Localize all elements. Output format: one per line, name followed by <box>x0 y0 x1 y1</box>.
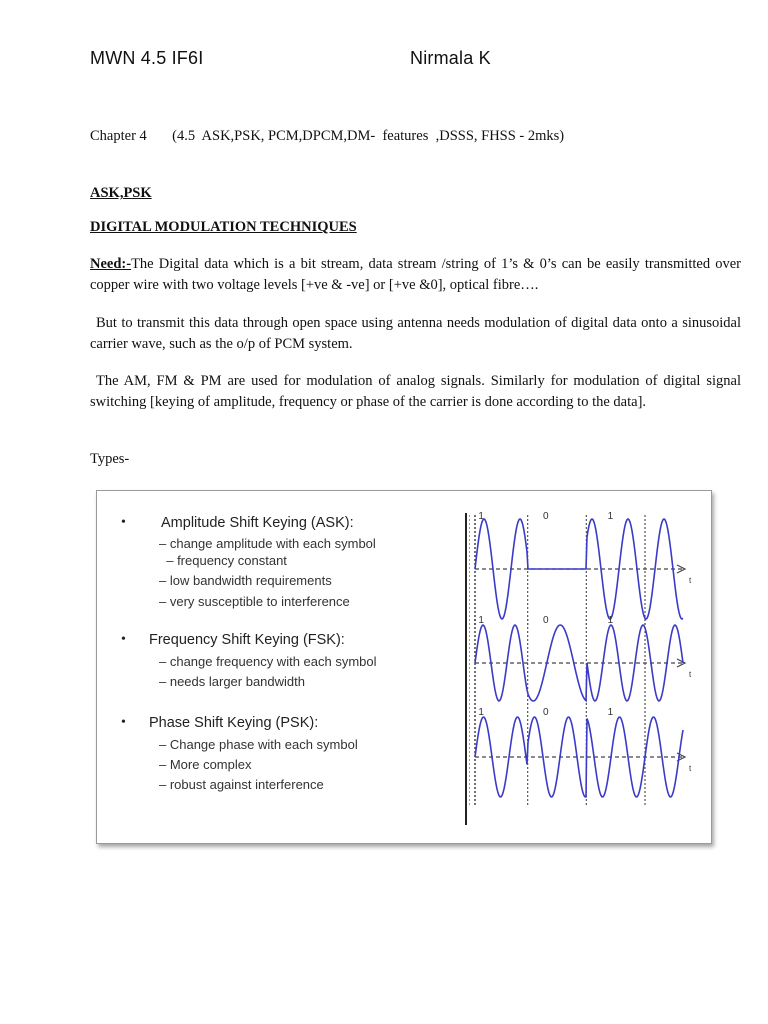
psk-point-1: – Change phase with each symbol <box>159 737 358 752</box>
fsk-waveform <box>475 625 683 701</box>
paragraph-3: The AM, FM & PM are used for modulation of analog signals. Similarly for modulation of digital signal switching [keying of amplitude, frequency or phase of the carrier is done according to the data]. <box>90 373 741 410</box>
figure-divider <box>465 513 467 825</box>
fsk-bit-label: 0 <box>543 615 549 626</box>
psk-bit-label: 1 <box>607 707 614 718</box>
need-paragraph <box>90 254 741 296</box>
ask-axis-label: t <box>689 576 692 585</box>
fsk-point-1: – change frequency with each symbol <box>159 654 377 669</box>
modulation-figure <box>96 490 712 844</box>
psk-point-3: – robust against interference <box>159 777 324 792</box>
header-left: MWN 4.5 IF6I <box>90 48 204 68</box>
psk-bit-label: 1 <box>478 707 484 718</box>
fsk-bit-label: 1 <box>478 615 484 626</box>
fsk-heading: Frequency Shift Keying (FSK): <box>149 632 345 648</box>
ask-point-1: – change amplitude with each symbol <box>159 536 376 551</box>
ask-bit-label: 0 <box>543 511 549 522</box>
psk-point-2: – More complex <box>159 757 252 772</box>
psk-axis-label: t <box>689 764 692 773</box>
ask-bit-label: 1 <box>607 511 614 522</box>
ask-heading: Amplitude Shift Keying (ASK): <box>161 515 354 531</box>
psk-bit-label: 0 <box>543 707 549 718</box>
paragraph-2: But to transmit this data through open space using antenna needs modulation of digital data onto a sinusoidal carrier wave, such as the o/p of PCM system. <box>90 315 741 352</box>
fsk-point-2: – needs larger bandwidth <box>159 674 305 689</box>
ask-point-3: – low bandwidth requirements <box>159 573 332 588</box>
fsk-axis-label: t <box>689 670 692 679</box>
bullet-psk: • <box>121 715 126 730</box>
psk-heading: Phase Shift Keying (PSK): <box>149 715 319 731</box>
need-label: Need:- <box>90 256 132 272</box>
bullet-fsk: • <box>121 632 126 647</box>
fsk-bit-label: 1 <box>607 615 614 626</box>
ask-point-2: – frequency constant <box>159 553 287 568</box>
bullet-ask: • <box>121 515 126 530</box>
ask-bit-label: 1 <box>478 511 484 522</box>
ask-point-4: – very susceptible to interference <box>159 594 350 609</box>
header-author: Nirmala K <box>410 48 491 68</box>
need-text: The Digital data which is a bit stream, data stream /string of 1’s & 0’s can be easily transmitted over copper wire with two voltage levels [+ve & -ve] or [+ve &0], optical fibre…. <box>90 256 741 293</box>
types-label: Types- <box>90 451 130 467</box>
subsection-title: DIGITAL MODULATION TECHNIQUES <box>90 219 357 235</box>
chapter-line: Chapter 4 (4.5 ASK,PSK, PCM,DPCM,DM- features ,DSSS, FHSS - 2mks) <box>90 128 565 144</box>
section-title: ASK,PSK <box>90 185 152 201</box>
waveform-plots <box>469 501 709 831</box>
